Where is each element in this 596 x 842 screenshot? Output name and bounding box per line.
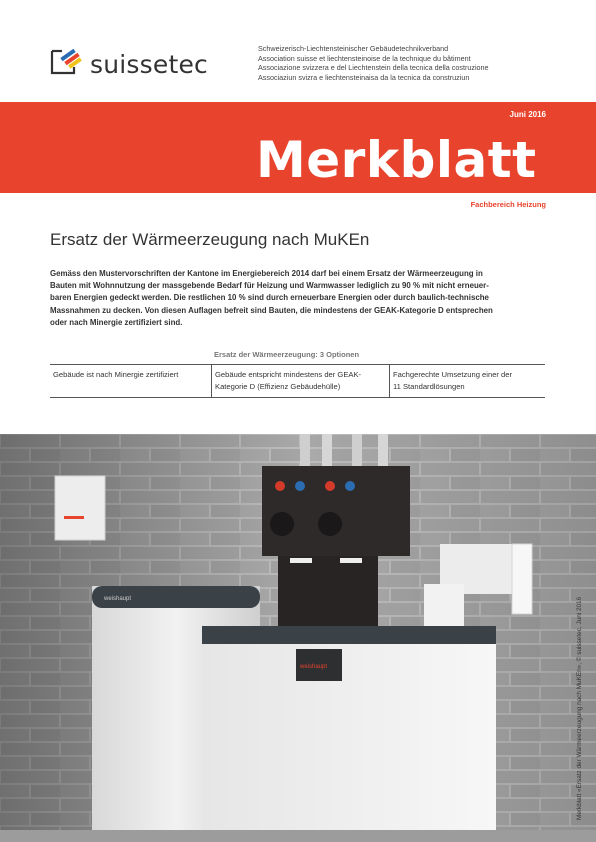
brand-logo — [50, 45, 250, 85]
heating-system-illustration — [0, 434, 596, 842]
department-label: Fachbereich Heizung — [470, 200, 546, 209]
option-geak — [211, 365, 389, 397]
option-line: Fachgerechte Umsetzung einer der — [393, 370, 513, 379]
tank-label: weishaupt — [104, 596, 132, 602]
intro-paragraph — [50, 268, 550, 329]
option-line: Kategorie D (Effizienz Gebäudehülle) — [215, 381, 341, 391]
association-line: Association suisse et liechtensteinoise de la technique du bâtiment — [258, 53, 471, 63]
association-line: Associazione svizzera e del Liechtenstein della tecnica della costruzione — [258, 63, 489, 73]
intro-line: Gemäss den Mustervorschriften der Kantone im Energiebereich 2014 darf bei einem Ersatz der Wärmeerzeugung in — [50, 269, 483, 278]
options-table — [50, 364, 545, 398]
banner-title: Merkblatt — [256, 131, 537, 189]
option-line: 11 Standardlösungen — [393, 381, 465, 391]
association-line: Associaziun svizra e liechtensteinaisa da la tecnica da construziun — [258, 72, 470, 82]
pump-station — [262, 466, 410, 556]
option-standard-solutions — [389, 365, 545, 397]
option-minergie — [50, 365, 211, 397]
heating-system-photo — [0, 434, 596, 842]
option-line: Gebäude ist nach Minergie zertifiziert — [53, 370, 179, 379]
intro-line: baren Energien gedeckt werden. Die restlichen 10 % sind durch erneuerbare Energien oder durch baulich-technische — [50, 293, 489, 303]
intro-line: Bauten mit Wohnnutzung der massgebende Bedarf für Heizung und Warmwasser lediglich zu 90 % mit nicht erneuer- — [50, 281, 489, 291]
side-copyright: Merkblatt «Ersatz der Wärmeerzeugung nach MuKEn», © suissetec, Juni 2016 — [576, 596, 583, 820]
brand-name: suissetec — [90, 50, 208, 79]
boiler — [202, 626, 496, 842]
title-banner — [0, 102, 596, 193]
intro-line: oder nach Minergie zertifiziert sind. — [50, 317, 183, 327]
suissetec-logo-icon — [50, 45, 84, 77]
association-line: Schweizerisch-Liechtensteinischer Gebäudetechnikverband — [258, 44, 449, 53]
option-line: Gebäude entspricht mindestens der GEAK- — [215, 370, 362, 379]
wall-controller — [55, 476, 105, 540]
options-heading: Ersatz der Wärmeerzeugung: 3 Optionen — [214, 350, 360, 359]
boiler-label: weishaupt — [300, 664, 328, 670]
document-title: Ersatz der Wärmeerzeugung nach MuKEn — [50, 230, 370, 249]
intro-line: Massnahmen zu decken. Von diesen Auflagen befreit sind Bauten, die mindestens der GEAK-Kategorie D entsprechen — [50, 305, 493, 315]
publication-date: Juni 2016 — [509, 110, 546, 119]
association-names — [258, 44, 489, 82]
